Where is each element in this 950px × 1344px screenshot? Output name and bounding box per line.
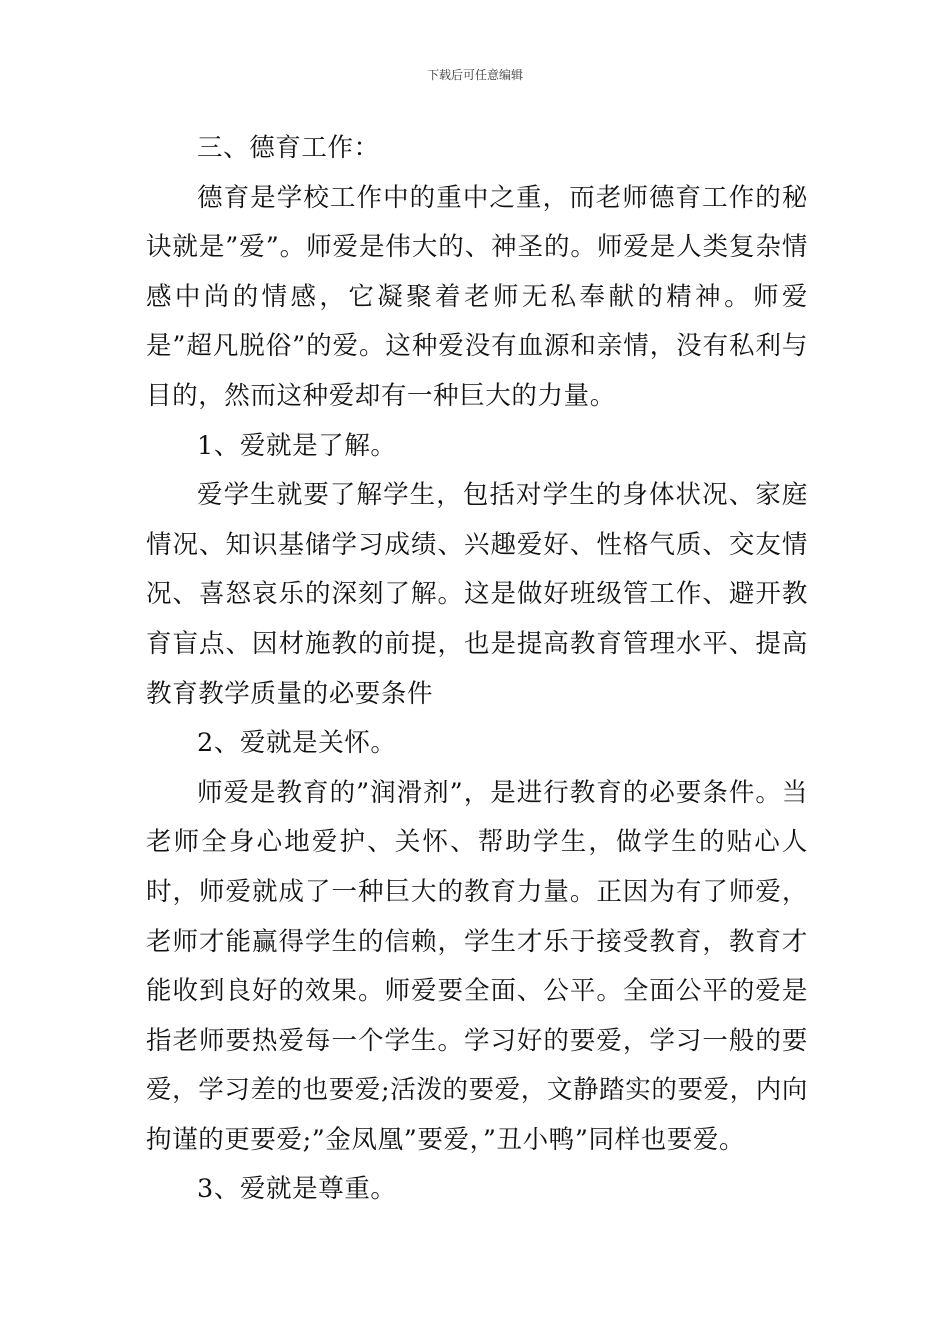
subheading-love-is-understanding: 1、爱就是了解。 xyxy=(197,430,397,461)
page-header: 下载后可任意编辑 xyxy=(426,68,523,82)
subheading-love-is-care: 2、爱就是关怀。 xyxy=(197,728,397,759)
document-body xyxy=(146,124,808,1215)
section-heading-moral-education: 三、德育工作： xyxy=(197,133,380,163)
paragraph-intro: 德育是学校工作中的重中之重，而老师德育工作的秘诀就是”爱”。师爱是伟大的、神圣的。师爱是人类复杂情感中尚的情感，它凝聚着老师无私奉献的精神。师爱是”超凡脱俗”的爱。这种爱没有血源和亲情，没有私利与目的，然而这种爱却有一种巨大的力量。 xyxy=(146,182,808,411)
subheading-love-is-respect: 3、爱就是尊重。 xyxy=(197,1174,397,1205)
paragraph-care: 师爱是教育的”润滑剂”，是进行教育的必要条件。当老师全身心地爱护、关怀、帮助学生，做学生的贴心人时，师爱就成了一种巨大的教育力量。正因为有了师爱，老师才能赢得学生的信赖，学生才乐于接受教育，教育才能收到良好的效果。师爱要全面、公平。全面公平的爱是指老师要热爱每一个学生。学习好的要爱，学习一般的要爱，学习差的也要爱;活泼的要爱，文静踏实的要爱，内向拘谨的更要爱;”金凤凰”要爱，”丑小鸭”同样也要爱。 xyxy=(146,777,808,1155)
paragraph-understanding: 爱学生就要了解学生，包括对学生的身体状况、家庭情况、知识基储学习成绩、兴趣爱好、性格气质、交友情况、喜怒哀乐的深刻了解。这是做好班级管工作、避开教育盲点、因材施教的前提，也是提高教育管理水平、提高教育教学质量的必要条件 xyxy=(146,480,808,709)
